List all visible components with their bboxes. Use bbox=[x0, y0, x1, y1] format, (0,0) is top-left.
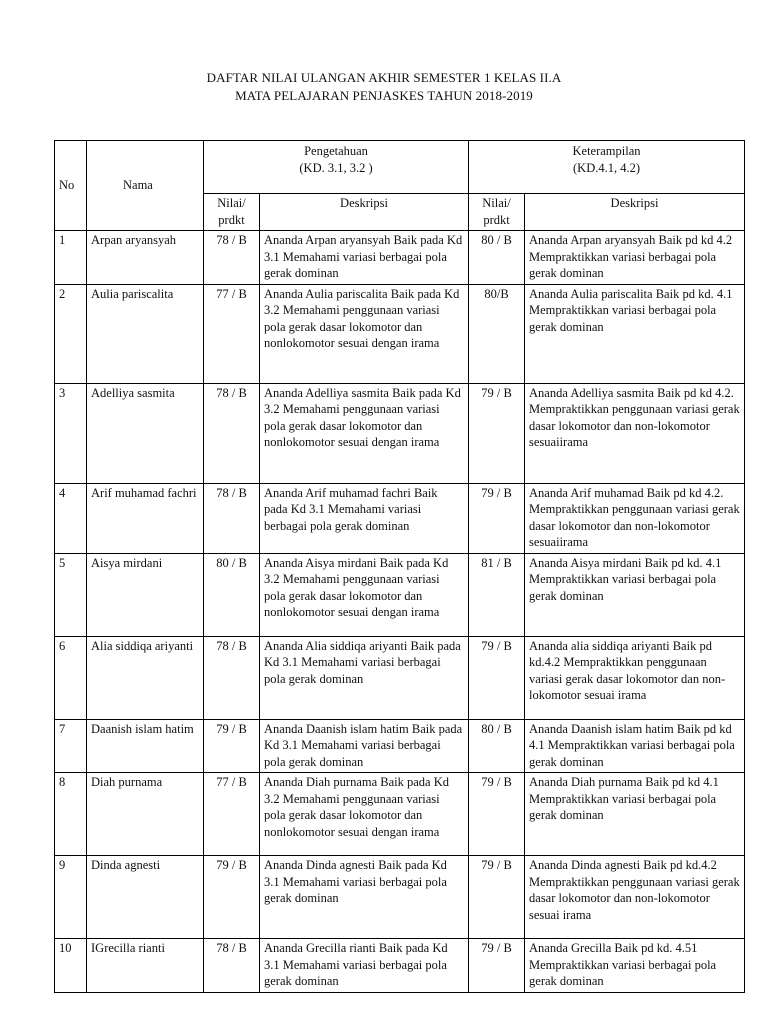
cell-deskripsi-pengetahuan: Ananda Dinda agnesti Baik pada Kd 3.1 Memahami variasi berbagai pola gerak dominan bbox=[260, 856, 469, 939]
cell-deskripsi-pengetahuan: Ananda Daanish islam hatim Baik pada Kd 3.1 Memahami variasi berbagai pola gerak dominan bbox=[260, 719, 469, 773]
cell-deskripsi-pengetahuan: Ananda Diah purnama Baik pada Kd 3.2 Memahami penggunaan variasi pola gerak dasar lokomotor dan nonlokomotor sesuai dengan irama bbox=[260, 773, 469, 856]
cell-no: 8 bbox=[55, 773, 87, 856]
header-nilai-pengetahuan bbox=[204, 194, 260, 231]
cell-nilai-keterampilan: 80 / B bbox=[469, 231, 525, 285]
cell-deskripsi-keterampilan: Ananda Aulia pariscalita Baik pd kd. 4.1 Mempraktikkan variasi berbagai pola gerak dominan bbox=[525, 284, 745, 383]
cell-nilai-pengetahuan: 78 / B bbox=[204, 939, 260, 993]
cell-nilai-keterampilan: 79 / B bbox=[469, 383, 525, 483]
table-row bbox=[55, 856, 745, 939]
cell-nilai-keterampilan: 79 / B bbox=[469, 636, 525, 719]
header-nilai-keterampilan bbox=[469, 194, 525, 231]
header-keterampilan-label: Keterampilan bbox=[572, 144, 641, 158]
document-subtitle: MATA PELAJARAN PENJASKES TAHUN 2018-2019 bbox=[235, 88, 533, 103]
document-title: DAFTAR NILAI ULANGAN AKHIR SEMESTER 1 KELAS II.A bbox=[206, 70, 562, 85]
header-nilai-line2: prdkt bbox=[218, 212, 245, 227]
cell-deskripsi-keterampilan: Ananda alia siddiqa ariyanti Baik pd kd.4.2 Mempraktikkan penggunaan variasi gerak dasar lokomotor dan non-lokomotor sesuai irama bbox=[525, 636, 745, 719]
cell-nama: Diah purnama bbox=[87, 773, 204, 856]
cell-deskripsi-pengetahuan: Ananda Alia siddiqa ariyanti Baik pada Kd 3.1 Memahami variasi berbagai pola gerak dominan bbox=[260, 636, 469, 719]
header-nilai-line1: Nilai/ bbox=[482, 196, 511, 210]
header-pengetahuan-label: Pengetahuan bbox=[304, 144, 368, 158]
cell-deskripsi-keterampilan: Ananda Dinda agnesti Baik pd kd.4.2 Mempraktikkan penggunaan variasi gerak dasar lokomotor dan non-lokomotor sesuai irama bbox=[525, 856, 745, 939]
grades-table bbox=[54, 140, 745, 993]
cell-nilai-keterampilan: 80/B bbox=[469, 284, 525, 383]
cell-nilai-pengetahuan: 80 / B bbox=[204, 553, 260, 636]
header-keterampilan bbox=[469, 141, 745, 194]
cell-nilai-keterampilan: 80 / B bbox=[469, 719, 525, 773]
cell-deskripsi-pengetahuan: Ananda Adelliya sasmita Baik pada Kd 3.2 Memahami penggunaan variasi pola gerak dasar lokomotor dan nonlokomotor sesuai dengan irama bbox=[260, 383, 469, 483]
header-keterampilan-kd: (KD.4.1, 4.2) bbox=[573, 160, 641, 175]
cell-no: 5 bbox=[55, 553, 87, 636]
cell-deskripsi-pengetahuan: Ananda Arif muhamad fachri Baik pada Kd 3.1 Memahami variasi berbagai pola gerak dominan bbox=[260, 483, 469, 553]
cell-nama: Daanish islam hatim bbox=[87, 719, 204, 773]
header-no: No bbox=[55, 141, 87, 231]
cell-nilai-pengetahuan: 77 / B bbox=[204, 284, 260, 383]
header-nama: Nama bbox=[87, 141, 204, 231]
cell-deskripsi-keterampilan: Ananda Grecilla Baik pd kd. 4.51 Mempraktikkan variasi berbagai pola gerak dominan bbox=[525, 939, 745, 993]
cell-deskripsi-pengetahuan: Ananda Grecilla rianti Baik pada Kd 3.1 Memahami variasi berbagai pola gerak dominan bbox=[260, 939, 469, 993]
cell-deskripsi-keterampilan: Ananda Diah purnama Baik pd kd 4.1 Mempraktikkan variasi berbagai pola gerak dominan bbox=[525, 773, 745, 856]
table-row bbox=[55, 719, 745, 773]
cell-no: 6 bbox=[55, 636, 87, 719]
table-row bbox=[55, 773, 745, 856]
cell-no: 3 bbox=[55, 383, 87, 483]
cell-no: 4 bbox=[55, 483, 87, 553]
cell-no: 9 bbox=[55, 856, 87, 939]
cell-nilai-pengetahuan: 78 / B bbox=[204, 636, 260, 719]
cell-deskripsi-keterampilan: Ananda Daanish islam hatim Baik pd kd 4.1 Mempraktikkan variasi berbagai pola gerak dominan bbox=[525, 719, 745, 773]
header-row-main bbox=[55, 141, 745, 194]
cell-nilai-keterampilan: 79 / B bbox=[469, 856, 525, 939]
cell-nama: Arif muhamad fachri bbox=[87, 483, 204, 553]
cell-no: 10 bbox=[55, 939, 87, 993]
cell-deskripsi-keterampilan: Ananda Aisya mirdani Baik pd kd. 4.1 Mempraktikkan variasi berbagai pola gerak dominan bbox=[525, 553, 745, 636]
cell-nilai-pengetahuan: 79 / B bbox=[204, 719, 260, 773]
table-row bbox=[55, 284, 745, 383]
cell-no: 7 bbox=[55, 719, 87, 773]
header-deskripsi-pengetahuan: Deskripsi bbox=[260, 194, 469, 231]
cell-nama: Aulia pariscalita bbox=[87, 284, 204, 383]
cell-nama: IGrecilla rianti bbox=[87, 939, 204, 993]
cell-deskripsi-keterampilan: Ananda Adelliya sasmita Baik pd kd 4.2. Mempraktikkan penggunaan variasi gerak dasar lokomotor dan non-lokomotor sesuaiirama bbox=[525, 383, 745, 483]
cell-nilai-keterampilan: 79 / B bbox=[469, 483, 525, 553]
cell-nilai-pengetahuan: 78 / B bbox=[204, 231, 260, 285]
header-nilai-line2: prdkt bbox=[483, 212, 510, 227]
cell-nilai-pengetahuan: 78 / B bbox=[204, 483, 260, 553]
table-row bbox=[55, 483, 745, 553]
cell-no: 1 bbox=[55, 231, 87, 285]
cell-deskripsi-pengetahuan: Ananda Arpan aryansyah Baik pada Kd 3.1 Memahami variasi berbagai pola gerak dominan bbox=[260, 231, 469, 285]
cell-nama: Dinda agnesti bbox=[87, 856, 204, 939]
cell-deskripsi-pengetahuan: Ananda Aisya mirdani Baik pada Kd 3.2 Memahami penggunaan variasi pola gerak dasar lokomotor dan nonlokomotor sesuai dengan irama bbox=[260, 553, 469, 636]
header-pengetahuan-kd: (KD. 3.1, 3.2 ) bbox=[299, 160, 373, 175]
cell-nilai-pengetahuan: 79 / B bbox=[204, 856, 260, 939]
cell-nama: Alia siddiqa ariyanti bbox=[87, 636, 204, 719]
cell-nama: Arpan aryansyah bbox=[87, 231, 204, 285]
header-deskripsi-keterampilan: Deskripsi bbox=[525, 194, 745, 231]
cell-no: 2 bbox=[55, 284, 87, 383]
table-row bbox=[55, 939, 745, 993]
cell-nilai-keterampilan: 81 / B bbox=[469, 553, 525, 636]
cell-deskripsi-keterampilan: Ananda Arif muhamad Baik pd kd 4.2. Mempraktikkan penggunaan variasi gerak dasar lokomotor dan non-lokomotor sesuaiirama bbox=[525, 483, 745, 553]
cell-nilai-pengetahuan: 78 / B bbox=[204, 383, 260, 483]
cell-nama: Aisya mirdani bbox=[87, 553, 204, 636]
table-row bbox=[55, 553, 745, 636]
cell-nilai-keterampilan: 79 / B bbox=[469, 939, 525, 993]
cell-nilai-pengetahuan: 77 / B bbox=[204, 773, 260, 856]
cell-deskripsi-pengetahuan: Ananda Aulia pariscalita Baik pada Kd 3.2 Memahami penggunaan variasi pola gerak dasar lokomotor dan nonlokomotor sesuai dengan irama bbox=[260, 284, 469, 383]
cell-nama: Adelliya sasmita bbox=[87, 383, 204, 483]
table-row bbox=[55, 636, 745, 719]
header-pengetahuan bbox=[204, 141, 469, 194]
table-row bbox=[55, 383, 745, 483]
header-nilai-line1: Nilai/ bbox=[217, 196, 246, 210]
cell-deskripsi-keterampilan: Ananda Arpan aryansyah Baik pd kd 4.2 Mempraktikkan variasi berbagai pola gerak dominan bbox=[525, 231, 745, 285]
cell-nilai-keterampilan: 79 / B bbox=[469, 773, 525, 856]
table-row bbox=[55, 231, 745, 285]
